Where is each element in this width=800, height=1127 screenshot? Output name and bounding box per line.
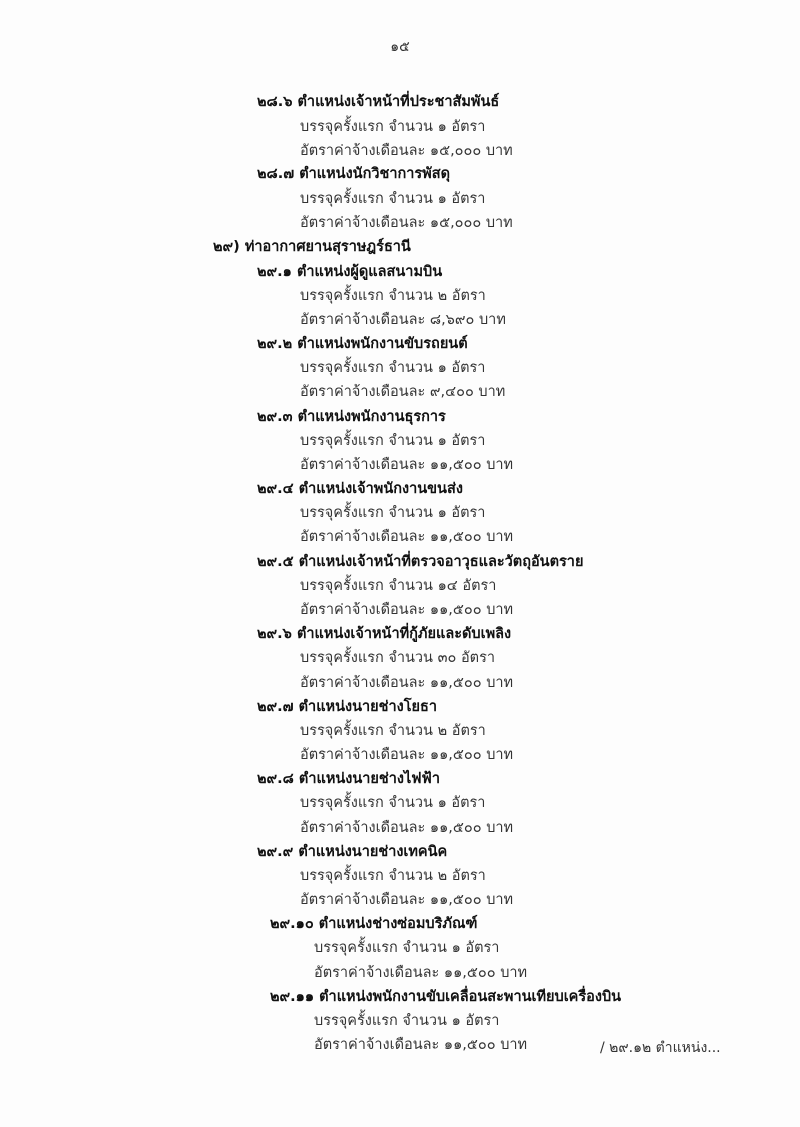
position-heading: ๒๘.๗ ตำแหน่งนักวิชาการพัสดุ	[257, 166, 451, 182]
hire-count: บรรจุครั้งแรก จำนวน ๒ อัตรา	[300, 868, 486, 884]
salary-rate: อัตราค่าจ้างเดือนละ ๑๑,๕๐๐ บาท	[300, 820, 514, 836]
salary-rate: อัตราค่าจ้างเดือนละ ๑๑,๕๐๐ บาท	[300, 675, 514, 691]
hire-count: บรรจุครั้งแรก จำนวน ๑ อัตรา	[300, 433, 486, 449]
position-heading: ๒๙.๘ ตำแหน่งนายช่างไฟฟ้า	[257, 771, 440, 787]
section-heading: ๒๙) ท่าอากาศยานสุราษฎร์ธานี	[213, 239, 411, 255]
hire-count: บรรจุครั้งแรก จำนวน ๒ อัตรา	[300, 288, 486, 304]
position-heading: ๒๘.๖ ตำแหน่งเจ้าหน้าที่ประชาสัมพันธ์	[257, 94, 500, 110]
salary-rate: อัตราค่าจ้างเดือนละ ๑๕,๐๐๐ บาท	[300, 215, 513, 231]
hire-count: บรรจุครั้งแรก จำนวน ๓๐ อัตรา	[300, 650, 496, 666]
hire-count: บรรจุครั้งแรก จำนวน ๒ อัตรา	[300, 723, 486, 739]
hire-count: บรรจุครั้งแรก จำนวน ๑ อัตรา	[300, 119, 486, 135]
salary-rate: อัตราค่าจ้างเดือนละ ๘,๖๙๐ บาท	[300, 312, 506, 328]
position-heading: ๒๙.๓ ตำแหน่งพนักงานธุรการ	[257, 409, 446, 425]
hire-count: บรรจุครั้งแรก จำนวน ๑ อัตรา	[300, 191, 486, 207]
salary-rate: อัตราค่าจ้างเดือนละ ๑๑,๕๐๐ บาท	[300, 892, 514, 908]
position-heading: ๒๙.๖ ตำแหน่งเจ้าหน้าที่กู้ภัยและดับเพลิง	[257, 626, 512, 642]
position-heading: ๒๙.๑๑ ตำแหน่งพนักงานขับเคลื่อนสะพานเทียบเครื่องบิน	[270, 989, 622, 1005]
page-number: ๑๕	[390, 39, 410, 55]
salary-rate: อัตราค่าจ้างเดือนละ ๑๑,๕๐๐ บาท	[314, 1037, 528, 1053]
position-heading: ๒๙.๑๐ ตำแหน่งช่างซ่อมบริภัณฑ์	[270, 916, 478, 932]
hire-count: บรรจุครั้งแรก จำนวน ๑ อัตรา	[314, 940, 500, 956]
position-heading: ๒๙.๒ ตำแหน่งพนักงานขับรถยนต์	[257, 336, 468, 352]
salary-rate: อัตราค่าจ้างเดือนละ ๑๑,๕๐๐ บาท	[314, 965, 528, 981]
salary-rate: อัตราค่าจ้างเดือนละ ๑๑,๕๐๐ บาท	[300, 529, 514, 545]
hire-count: บรรจุครั้งแรก จำนวน ๑ อัตรา	[300, 795, 486, 811]
position-heading: ๒๙.๕ ตำแหน่งเจ้าหน้าที่ตรวจอาวุธและวัตถุอันตราย	[257, 554, 584, 570]
salary-rate: อัตราค่าจ้างเดือนละ ๑๑,๕๐๐ บาท	[300, 747, 514, 763]
salary-rate: อัตราค่าจ้างเดือนละ ๑๕,๐๐๐ บาท	[300, 143, 513, 159]
continued-marker: / ๒๙.๑๒ ตำแหน่ง...	[600, 1040, 721, 1056]
hire-count: บรรจุครั้งแรก จำนวน ๑ อัตรา	[300, 360, 486, 376]
salary-rate: อัตราค่าจ้างเดือนละ ๑๑,๕๐๐ บาท	[300, 457, 514, 473]
position-heading: ๒๙.๙ ตำแหน่งนายช่างเทคนิค	[257, 844, 448, 860]
hire-count: บรรจุครั้งแรก จำนวน ๑ อัตรา	[314, 1013, 500, 1029]
salary-rate: อัตราค่าจ้างเดือนละ ๙,๔๐๐ บาท	[300, 384, 506, 400]
hire-count: บรรจุครั้งแรก จำนวน ๑๔ อัตรา	[300, 578, 497, 594]
position-heading: ๒๙.๗ ตำแหน่งนายช่างโยธา	[257, 699, 437, 715]
position-heading: ๒๙.๑ ตำแหน่งผู้ดูแลสนามบิน	[257, 264, 443, 280]
salary-rate: อัตราค่าจ้างเดือนละ ๑๑,๕๐๐ บาท	[300, 602, 514, 618]
position-heading: ๒๙.๔ ตำแหน่งเจ้าพนักงานขนส่ง	[257, 481, 463, 497]
hire-count: บรรจุครั้งแรก จำนวน ๑ อัตรา	[300, 505, 486, 521]
